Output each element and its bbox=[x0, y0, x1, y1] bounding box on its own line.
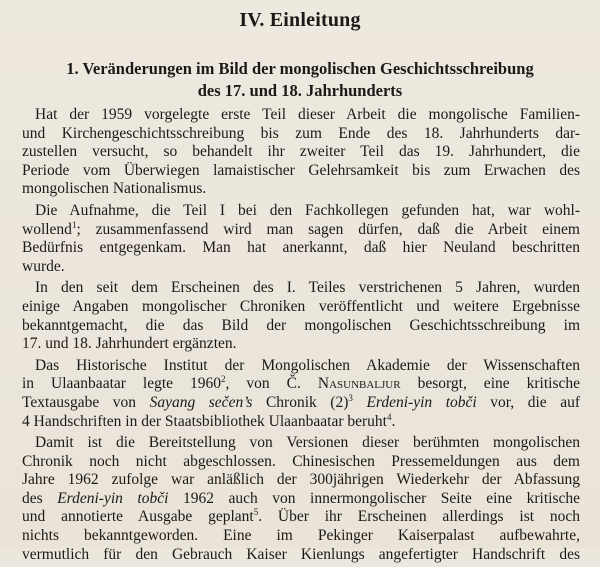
text-line bbox=[22, 394, 580, 413]
text-line: Das Historische Institut der Mongolischen Akademie der Wissenschaften bbox=[35, 356, 580, 374]
footnote-marker: 3 bbox=[348, 392, 353, 403]
text-line: nichts bekanntgeworden. Eine im Pekinger Kaiserpalast aufbewahrte, bbox=[22, 527, 580, 545]
text-fragment: wollend bbox=[22, 220, 72, 238]
text-line bbox=[22, 508, 580, 527]
text-fragment: vor, die auf bbox=[476, 393, 580, 411]
paragraph-4 bbox=[22, 357, 580, 431]
text-line bbox=[22, 413, 580, 432]
text-fragment: ; zusammenfassend wird man sagen dürfen, daß die Arbeit einem bbox=[76, 220, 580, 238]
text-fragment: 4 Handschriften in der Staatsbibliothek Ulaanbaatar beruht bbox=[22, 412, 387, 430]
paragraph-5 bbox=[22, 434, 580, 564]
paragraph-1 bbox=[22, 106, 580, 199]
text-line: Hat der 1959 vorgelegte erste Teil dieser Arbeit die mongolische Familien- bbox=[35, 106, 580, 123]
text-line: Periode vom Überwiegen lamaistischer Gelehrsamkeit bis zum Erwachen des bbox=[22, 161, 580, 179]
text-line: Damit ist die Bereitstellung von Versionen dieser berühmten mongolischen bbox=[35, 434, 580, 452]
text-fragment: besorgt, eine kritische bbox=[400, 375, 580, 393]
author-name: Nasunbaljur bbox=[317, 375, 401, 393]
section-title bbox=[30, 58, 570, 102]
text-line: 17. und 18. Jahrhundert ergänzten. bbox=[22, 335, 237, 353]
author-name: Sayang sečen’s bbox=[149, 393, 253, 411]
text-line: bekanntgemacht, die das Bild der mongolischen Geschichtsschreibung im bbox=[22, 316, 580, 334]
text-fragment: , von Č. bbox=[225, 375, 318, 393]
footnote-marker: 2 bbox=[221, 374, 226, 385]
text-line: Chronik noch nicht abgeschlossen. Chinesischen Pressemeldungen aus dem bbox=[22, 452, 580, 470]
footnote-marker: 5 bbox=[253, 507, 259, 518]
section-title-line-2: des 17. und 18. Jahrhunderts bbox=[197, 81, 403, 100]
text-fragment: und annotierte Ausgabe geplant bbox=[22, 508, 254, 526]
text-line bbox=[22, 490, 580, 509]
footnote-marker: 1 bbox=[71, 219, 77, 230]
text-fragment bbox=[353, 394, 367, 411]
text-line bbox=[22, 375, 580, 394]
text-fragment: in Ulaanbaatar legte 1960 bbox=[22, 375, 222, 393]
text-line bbox=[22, 221, 580, 240]
text-fragment: . Über ihr Erscheinen allerdings ist noch bbox=[258, 508, 580, 526]
chapter-title: IV. Einleitung bbox=[239, 9, 361, 31]
paragraph-2 bbox=[22, 202, 580, 276]
text-line: In den seit dem Erscheinen des I. Teiles verstrichenen 5 Jahren, wurden bbox=[35, 279, 580, 297]
text-line: zustellen versucht, so behandelt ihr zweiter Teil das 19. Jahrhundert, die bbox=[22, 143, 580, 161]
text-line: und Kirchengeschichtsschreibung bis zum Ende des 18. Jahrhunderts dar- bbox=[22, 124, 580, 142]
text-fragment: Chronik (2) bbox=[252, 393, 349, 411]
footnote-marker: 4 bbox=[387, 411, 392, 422]
text-fragment: . bbox=[391, 412, 396, 430]
text-line: Bedürfnis entgegenkam. Man hat anerkannt, daß hier Neuland beschritten bbox=[22, 239, 580, 257]
body-text bbox=[22, 106, 580, 567]
text-line: Jahre 1962 zufolge war anläßlich der 300jährigen Wiederkehr der Abfassung bbox=[22, 471, 580, 489]
work-title: Erdeni-yin tobči bbox=[57, 489, 169, 507]
section-title-line-1: 1. Veränderungen im Bild der mongolischen Geschichtsschreibung bbox=[66, 59, 534, 78]
text-fragment: des bbox=[22, 489, 58, 507]
text-line: einige Angaben mongolischer Chroniken veröffentlicht und weitere Ergebnisse bbox=[22, 297, 580, 315]
text-line: mongolischen Nationalismus. bbox=[22, 180, 207, 198]
text-line: vermutlich für den Gebrauch Kaiser Kienlungs angefertigter Handschrift des bbox=[22, 545, 580, 563]
work-title: Erdeni-yin tobči bbox=[366, 393, 477, 411]
text-line: wurde. bbox=[22, 257, 65, 275]
text-fragment: Textausgabe von bbox=[22, 393, 150, 411]
paragraph-3 bbox=[22, 279, 580, 353]
text-fragment: 1962 auch von innermongolischer Seite eine kritische bbox=[168, 489, 580, 507]
text-line: Die Aufnahme, die Teil I bei den Fachkollegen gefunden hat, war wohl- bbox=[35, 201, 580, 219]
